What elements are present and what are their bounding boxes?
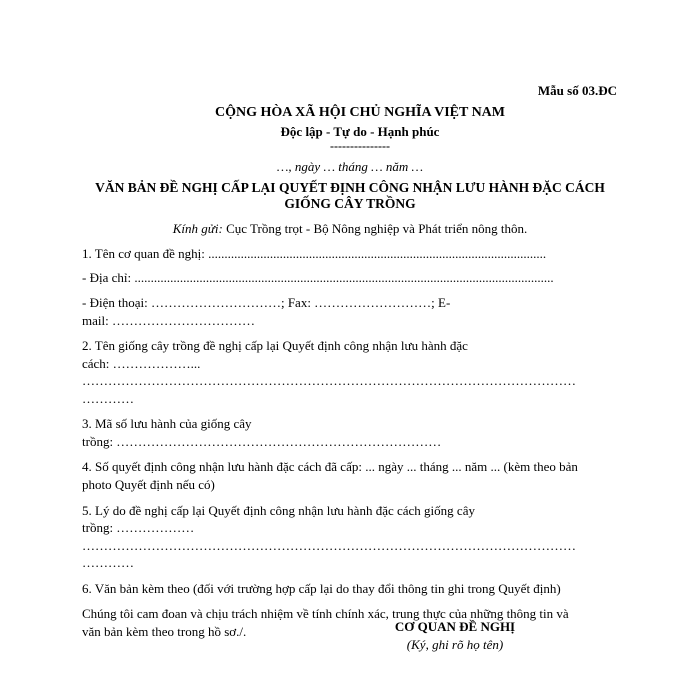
recipient-label: Kính gửi:: [172, 221, 223, 236]
field-address: - Địa chỉ: .................................................................................................................................: [82, 269, 554, 285]
signature-block: [360, 618, 550, 653]
recipient-line: [0, 220, 700, 238]
commitment-statement-continued: văn bản kèm theo trong hồ sơ./.: [82, 623, 247, 639]
field-email-continued: mail: ……………………………: [82, 312, 255, 328]
field-variety-dots-1: ……………………………………………………………………………………………………: [82, 373, 576, 389]
header-divider: ---------------: [330, 139, 390, 154]
form-body: [82, 245, 622, 640]
field-attachments: 6. Văn bản kèm theo (đối với trường hợp cấp lại do thay đổi thông tin ghi trong Quyết định): [82, 580, 561, 596]
field-reason-dots-1: ……………………………………………………………………………………………………: [82, 537, 576, 553]
form-number: Mẫu số 03.ĐC: [537, 83, 617, 98]
field-variety-name: 2. Tên giống cây trồng đề nghị cấp lại Quyết định công nhận lưu hành đặc: [82, 338, 468, 354]
signature-org: CƠ QUAN ĐỀ NGHỊ: [394, 619, 516, 634]
field-decision-number: 4. Số quyết định công nhận lưu hành đặc cách đã cấp: ... ngày ... tháng ... năm ... (kèm theo bản: [82, 459, 578, 475]
signature-note: (Ký, ghi rõ họ tên): [406, 636, 504, 652]
field-decision-number-continued: photo Quyết định nếu có): [82, 477, 215, 493]
field-phone-fax-email: - Điện thoại: …………………………; Fax: ………………………; E-: [82, 295, 451, 311]
field-agency-name: 1. Tên cơ quan đề nghị: ........................................................................................................: [82, 246, 547, 261]
title-line-1: VĂN BẢN ĐỀ NGHỊ CẤP LẠI QUYẾT ĐỊNH CÔNG NHẬN LƯU HÀNH ĐẶC CÁCH: [95, 180, 605, 195]
field-circulation-code-continued: trồng: …………………………………………………………………: [82, 433, 442, 449]
field-reason: 5. Lý do đề nghị cấp lại Quyết định công nhận lưu hành đặc cách giống cây: [82, 502, 475, 518]
field-circulation-code: 3. Mã số lưu hành của giống cây: [82, 416, 252, 432]
national-motto: Độc lập - Tự do - Hạnh phúc: [280, 123, 440, 139]
field-reason-dots-2: …………: [82, 555, 134, 571]
field-reason-continued: trồng: ………………: [82, 520, 195, 536]
field-variety-name-continued: cách: ………………...: [82, 355, 201, 371]
national-header: [0, 104, 700, 152]
title-line-2: GIỐNG CÂY TRỒNG: [284, 195, 416, 211]
date-line: …, ngày … tháng … năm …: [276, 159, 424, 174]
nation-name: CỘNG HÒA XÃ HỘI CHỦ NGHĨA VIỆT NAM: [214, 105, 505, 120]
field-variety-dots-2: …………: [82, 390, 134, 406]
recipient-value: Cục Trồng trọt - Bộ Nông nghiệp và Phát triển nông thôn.: [222, 221, 528, 236]
document-title: [70, 180, 630, 211]
commitment-statement: Chúng tôi cam đoan và chịu trách nhiệm về tính chính xác, trung thực của những thông tin và: [82, 606, 569, 622]
